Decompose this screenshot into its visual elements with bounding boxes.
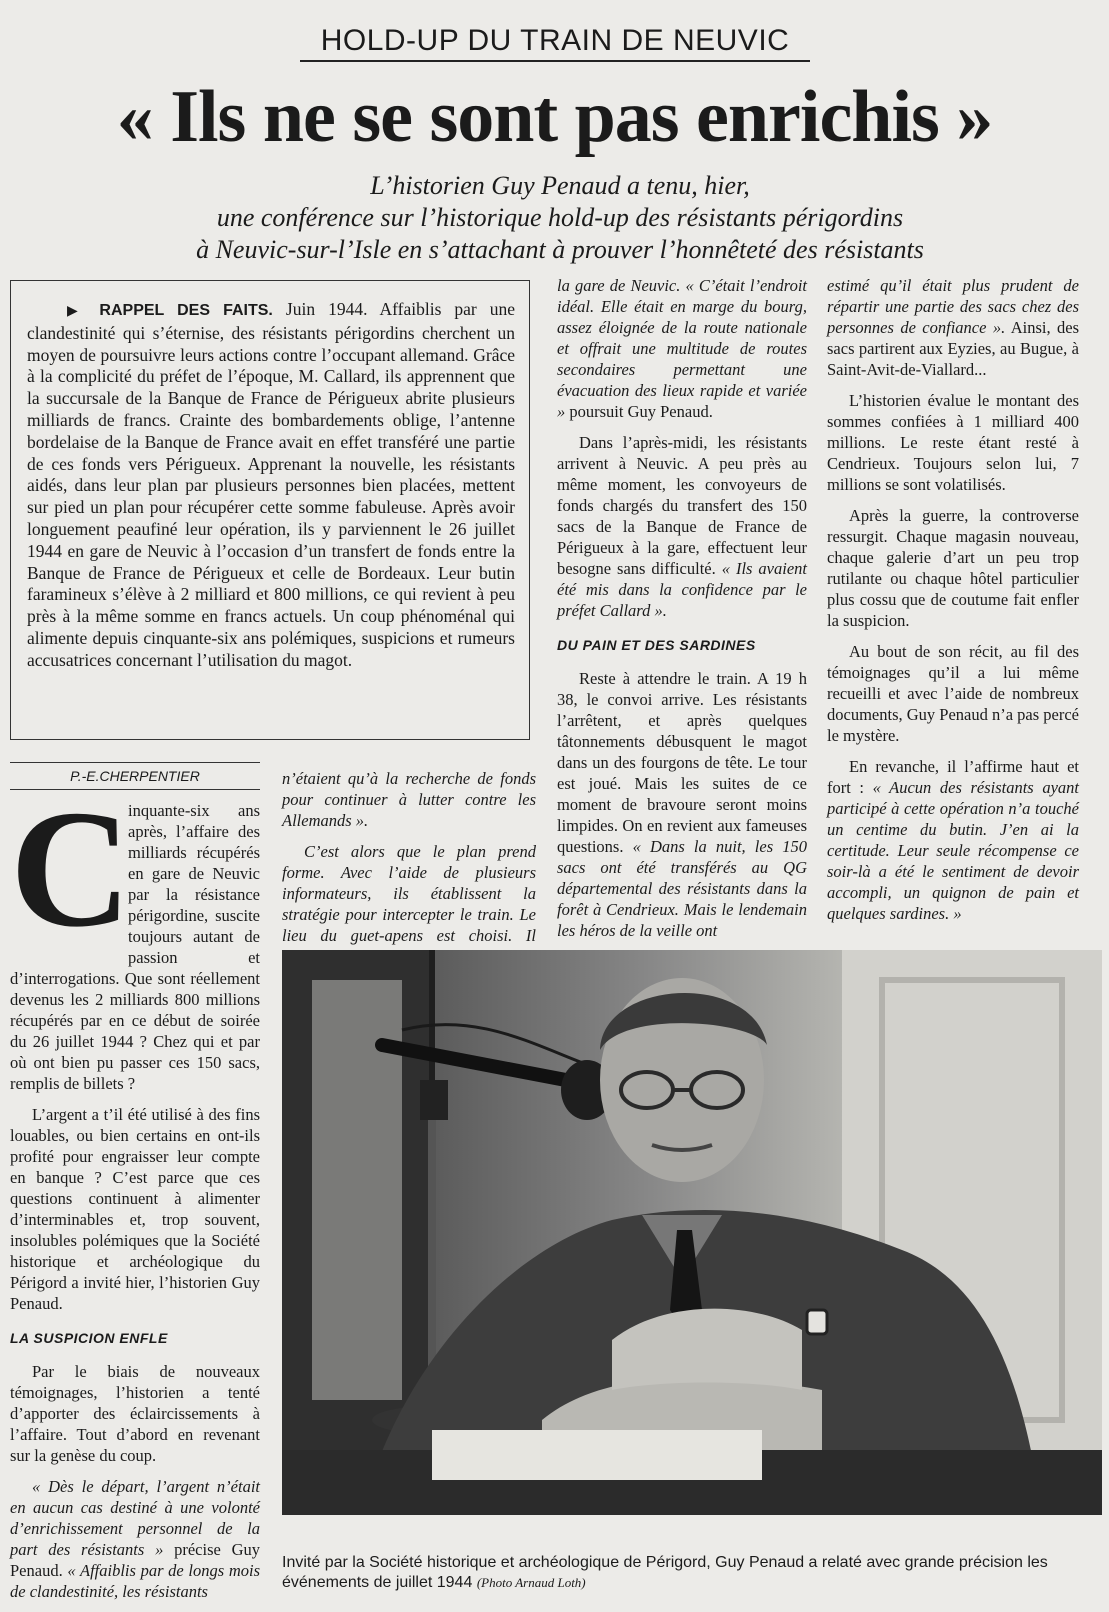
col4-quote-5: « Aucun des résistants ayant participé à cette opération n’a touché un centime du butin. J’en ai la certitude. Leur seule récompense ce soir-là a été le sentiment de devoir accompli, un quignon de pain et quelques sardines. »	[827, 778, 1079, 923]
col1-paragraph-2: L’argent a t’il été utilisé à des fins louables, ou bien certains en ont-ils profité pour engraisser leur compte en banque ? C’est parce que ces questions continuent à alimenter d’interminables et, trop souvent, insolubles polémiques que la Société historique et archéologique du Périgord a invité hier, l’historien Guy Penaud.	[10, 1105, 260, 1313]
col4-text-1: Ainsi, des sacs partirent aux Eyzies, au Bugue, à Saint-Avit-de-Viallard...	[827, 318, 1079, 379]
photo-illustration	[282, 950, 1102, 1515]
col2-paragraph-1: n’étaient qu’à la recherche de fonds pour continuer à lutter contre les Allemands ».	[282, 769, 536, 830]
col4-paragraph-2: L’historien évalue le montant des sommes confiées à 1 milliard 400 millions. Le reste étant resté à Cendrieux. Toujours selon lui, 7 millions se sont volatilisés.	[827, 391, 1079, 494]
photo-credit: (Photo Arnaud Loth)	[476, 1575, 586, 1590]
photo-historian	[282, 950, 1102, 1515]
col3-paragraph-2	[557, 432, 807, 621]
col4-quote-1: estimé qu’il était plus prudent de répartir une partie des sacs chez des personnes de confiance ».	[827, 276, 1079, 337]
dropcap: C	[10, 776, 132, 962]
standfirst-line-3: à Neuvic-sur-l’Isle en s’attachant à prouver l’honnêteté des résistants	[196, 235, 924, 264]
col4-paragraph-4: Au bout de son récit, au fil des témoignages qu’il a lui même recueilli et avec l’aide de nombreux documents, Guy Penaud n’a pas percé le mystère.	[827, 642, 1080, 745]
col2-paragraph-2: C’est alors que le plan prend forme. Avec l’aide de plusieurs informateurs, ils établissent la stratégie pour intercepter le train. Le lieu du guet-apens est choisi. Il	[282, 842, 536, 945]
facts-box-marker: ▶	[67, 304, 87, 319]
col3-quote-2: « Ils avaient été mis dans la confidence par le préfet Callard ».	[557, 559, 807, 620]
col1-attribution: précise Guy Penaud.	[10, 1540, 261, 1580]
col3-text-3: Reste à attendre le train. A 19 h 38, le convoi arrive. Les résistants l’arrêtent, et après quelques tâtonnements débusquent le magot dans un des fourgons de tête. Le tour est joué. Mais les suites de ce moment de bravoure seront moins limpides. On en revient aux fameuses questions.	[557, 669, 807, 856]
byline: P.-E.CHERPENTIER	[10, 762, 260, 790]
article-column-4	[827, 275, 1079, 934]
dropcap-wrap	[10, 776, 132, 962]
facts-box-text: Juin 1944. Affaiblis par une clandestinité qui s’éternise, des résistants périgordins cherchent un moyen de poursuivre leurs actions contre l’occupant allemand. Grâce à la complicité du préfet de l’époque, M. Callard, ils apprennent que la succursale de la Banque de France de Périgueux abrite plusieurs milliards de francs. Crainte des bombardements oblige, l’antenne bordelaise de la Banque de France avait en effet transféré une partie de ces fonds vers Périgueux. Apprenant la nouvelle, les résistants aidés, dans leur plan par plusieurs personnes bien placées, mettent sur pied un plan pour récupérer cette somme fabuleuse. Après avoir longuement peaufiné leur opération, ils y parviennent le 26 juillet 1944 en gare de Neuvic à l’occasion d’un transfert de fonds entre la Banque de France de Périgueux et celle de Bordeaux. Leur butin faramineux s’élève à 2 milliard et 800 millions, ce qui revient à peu près à la même somme en francs actuels. Un coup phénoménal qui alimente depuis cinquante-six ans polémiques, suspicions et rumeurs accusatrices concernant l’utilisation du magot.	[27, 299, 516, 670]
kicker-title: HOLD-UP DU TRAIN DE NEUVIC	[300, 24, 810, 62]
col1-paragraph-1: inquante-six ans après, l’affaire des milliards récupérés en gare de Neuvic par la résistance périgordine, suscite toujours autant de passion et d’interrogations. Que sont réellement devenus les 2 milliards 800 millions récupérés par en ce début de soirée du 26 juillet 1944 ? Chez qui et par où ont bien pu passer ces 150 sacs, remplis de billets ?	[10, 801, 260, 1093]
col3-quote-3: « Dans la nuit, les 150 sacs ont été transférés au QG départemental des résistants dans la forêt à Cendrieux. Mais le lendemain les héros de la veille ont	[557, 837, 807, 940]
facts-box	[10, 280, 530, 740]
standfirst-line-2: une conférence sur l’historique hold-up des résistants périgordins	[216, 203, 904, 232]
facts-box-label: RAPPEL DES FAITS.	[99, 302, 273, 319]
standfirst-line-1: L’historien Guy Penaud a tenu, hier,	[370, 171, 750, 200]
col3-paragraph-1	[557, 275, 807, 422]
col3-attribution: poursuit Guy Penaud.	[565, 402, 713, 421]
col4-paragraph-1	[827, 275, 1079, 380]
standfirst	[60, 170, 1060, 266]
col1-paragraph-3: Par le biais de nouveaux témoignages, l’historien a tenté d’apporter des éclaircissements à l’affaire. Tout d’abord en revenant sur la genèse du coup.	[10, 1362, 260, 1465]
col3-quote-1: la gare de Neuvic. « C’était l’endroit idéal. Elle était en marge du bourg, assez éloignée de la route nationale et offrait une multitude de routes secondaires permettant une évacuation des lieux rapide et variée »	[557, 276, 807, 421]
photo-caption	[282, 1553, 1102, 1593]
col1-quote-1: « Dès le départ, l’argent n’était en aucun cas destiné à une volonté d’enrichissement personnel de la part des résistants »	[10, 1477, 260, 1559]
article-column-3	[557, 275, 807, 951]
col4-paragraph-5	[827, 756, 1079, 924]
col1-quote-2: « Affaiblis par de longs mois de clandestinité, les résistants	[10, 1561, 261, 1601]
subhead-pain-sardines: DU PAIN ET DES SARDINES	[557, 637, 756, 653]
article-column-2	[282, 768, 536, 977]
col1-paragraph-4	[10, 1476, 260, 1602]
headline: « Ils ne se sont pas enrichis »	[116, 76, 993, 158]
photo-caption-text: Invité par la Société historique et archéologique de Périgord, Guy Penaud a relaté avec grande précision les événements de juillet 1944	[282, 1554, 1048, 1591]
col3-text-2: Dans l’après-midi, les résistants arrivent à Neuvic. A peu près au même moment, les convoyeurs de fonds chargés du transfert des 150 sacs de la Banque de France de Périgueux à la gare, effectuent leur besogne sans difficulté.	[557, 433, 807, 578]
col4-paragraph-3: Après la guerre, la controverse ressurgit. Chaque magasin nouveau, chaque galerie d’art un peu trop rutilante ou chaque hôtel particulier plus cossu que de coutume fait enfler la suspicion.	[827, 506, 1079, 630]
col4-text-5: En revanche, il l’affirme haut et fort :	[827, 757, 1079, 797]
col3-paragraph-3	[557, 668, 807, 941]
subhead-suspicion: LA SUSPICION ENFLE	[10, 1330, 168, 1346]
